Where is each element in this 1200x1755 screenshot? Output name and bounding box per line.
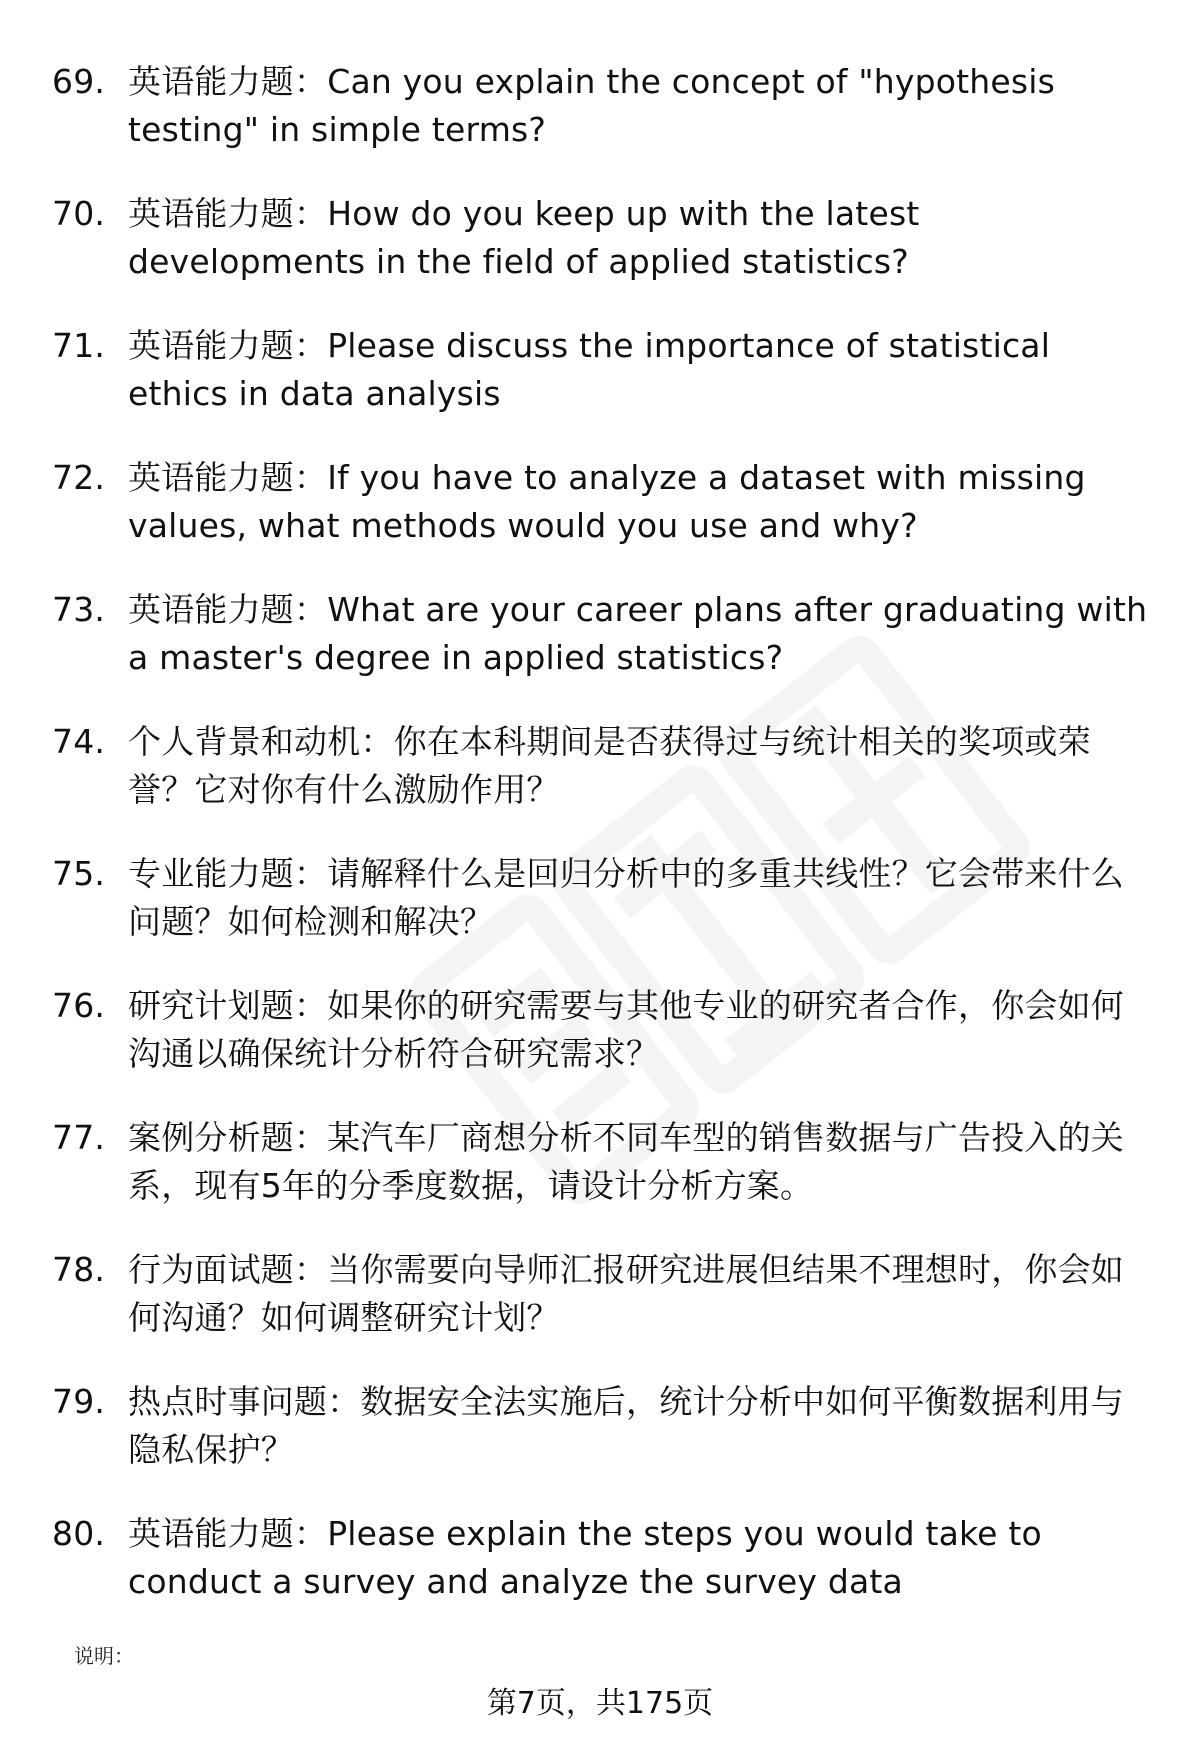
page-footer: 第7页，共175页 (486, 1686, 714, 1721)
question-number: 76. (52, 986, 106, 1025)
question-item-76 (52, 982, 1152, 1078)
question-text: 英语能力题：What are your career plans after graduating with a master's degree in applied statistics? (128, 590, 1148, 677)
question-text: 行为面试题：当你需要向导师汇报研究进展但结果不理想时，你会如何沟通？如何调整研究计划？ (128, 1250, 1124, 1337)
question-text: 专业能力题：请解释什么是回归分析中的多重共线性？它会带来什么问题？如何检测和解决？ (128, 854, 1124, 941)
question-text: 英语能力题：If you have to analyze a dataset with missing values, what methods would you use and why? (128, 458, 1086, 545)
question-number: 73. (52, 590, 106, 629)
footnote-label: 说明： (74, 1644, 134, 1668)
question-number: 71. (52, 326, 106, 365)
question-number: 70. (52, 194, 106, 233)
question-number: 69. (52, 62, 106, 101)
question-text: 热点时事问题：数据安全法实施后，统计分析中如何平衡数据利用与隐私保护？ (128, 1382, 1124, 1469)
question-text: 案例分析题：某汽车厂商想分析不同车型的销售数据与广告投入的关系，现有5年的分季度数据，请设计分析方案。 (128, 1118, 1124, 1205)
question-number: 78. (52, 1250, 106, 1289)
question-list (52, 58, 1152, 1642)
question-item-75 (52, 850, 1152, 946)
question-number: 77. (52, 1118, 106, 1157)
question-item-74 (52, 718, 1152, 814)
question-number: 79. (52, 1382, 106, 1421)
question-text: 个人背景和动机：你在本科期间是否获得过与统计相关的奖项或荣誉？它对你有什么激励作用？ (128, 722, 1091, 809)
question-number: 74. (52, 722, 106, 761)
question-item-80 (52, 1510, 1152, 1606)
question-number: 75. (52, 854, 106, 893)
question-item-73 (52, 586, 1152, 682)
question-item-79 (52, 1378, 1152, 1474)
question-item-78 (52, 1246, 1152, 1342)
question-text: 英语能力题：Can you explain the concept of "hypothesis testing" in simple terms? (128, 62, 1056, 149)
question-text: 英语能力题：Please discuss the importance of statistical ethics in data analysis (128, 326, 1051, 413)
question-text: 英语能力题：How do you keep up with the latest developments in the field of applied statistics? (128, 194, 920, 281)
question-text: 英语能力题：Please explain the steps you would take to conduct a survey and analyze the survey data (128, 1514, 1042, 1601)
question-item-71 (52, 322, 1152, 418)
question-item-69 (52, 58, 1152, 154)
question-item-72 (52, 454, 1152, 550)
question-item-77 (52, 1114, 1152, 1210)
question-text: 研究计划题：如果你的研究需要与其他专业的研究者合作，你会如何沟通以确保统计分析符合研究需求？ (128, 986, 1124, 1073)
question-number: 72. (52, 458, 106, 497)
question-number: 80. (52, 1514, 106, 1553)
question-item-70 (52, 190, 1152, 286)
